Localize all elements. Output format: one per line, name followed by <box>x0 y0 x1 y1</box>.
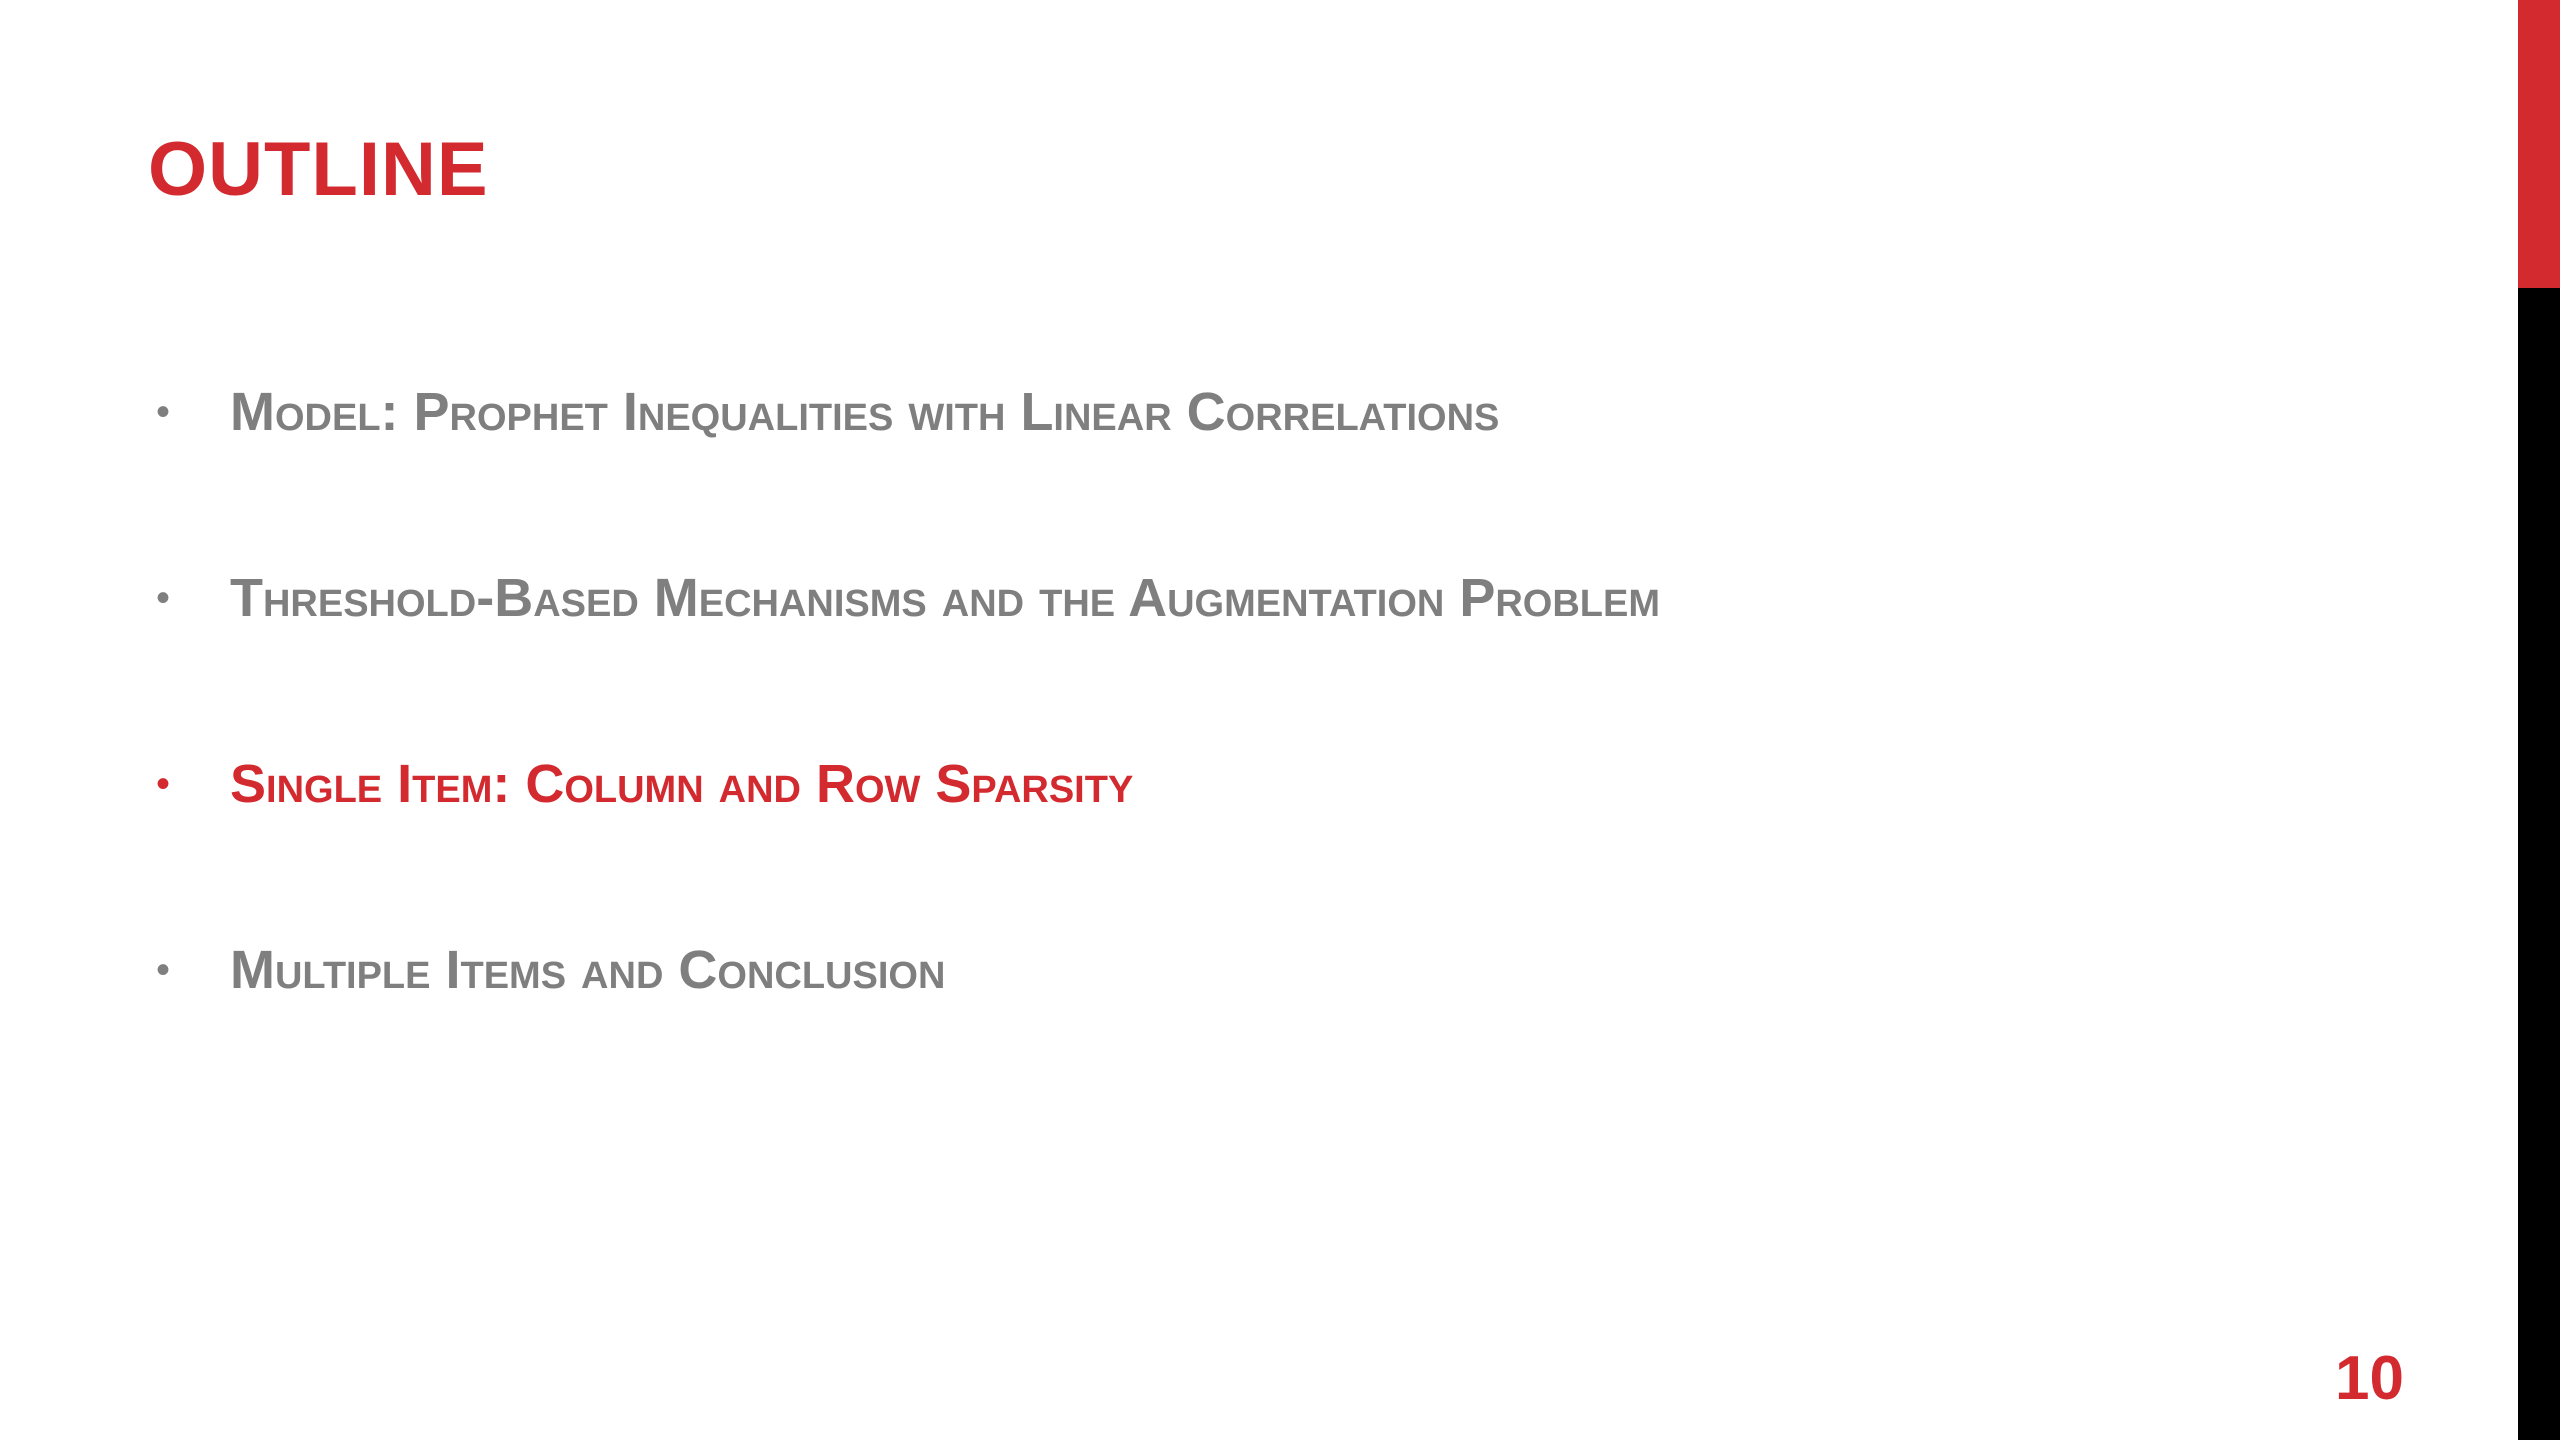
outline-item-label: Model: Prophet Inequalities with Linear Correlations <box>230 382 1500 442</box>
bullet-icon: • <box>156 390 171 434</box>
side-bar-accent <box>2518 0 2560 288</box>
bullet-icon: • <box>156 948 171 992</box>
outline-list <box>148 376 1660 1120</box>
outline-item-label: Threshold-Based Mechanisms and the Augmentation Problem <box>230 568 1661 628</box>
outline-item-label: Single Item: Column and Row Sparsity <box>230 754 1134 814</box>
page-number: 10 <box>2335 1344 2404 1413</box>
bullet-icon: • <box>156 762 171 806</box>
slide-title: OUTLINE <box>148 127 489 212</box>
outline-item <box>148 562 1660 748</box>
outline-item <box>148 934 1660 1120</box>
outline-item-current <box>148 748 1660 934</box>
outline-item <box>148 376 1660 562</box>
bullet-icon: • <box>156 576 171 620</box>
outline-item-label: Multiple Items and Conclusion <box>230 940 946 1000</box>
